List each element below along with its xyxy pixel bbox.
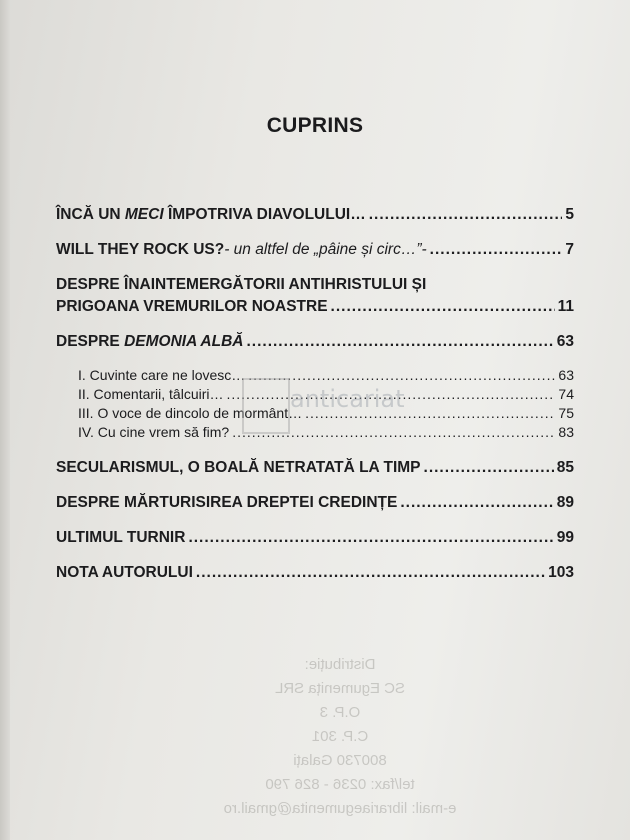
entry-text: WILL THEY ROCK US? bbox=[56, 241, 225, 258]
page-title: CUPRINS bbox=[266, 114, 364, 137]
entry-text: NOTA AUTORULUI bbox=[56, 564, 193, 581]
show-through-line: tel/fax: 0236 - 826 790 bbox=[265, 776, 415, 793]
show-through-line: e-mail: librariaegumenita@gmail.ro bbox=[223, 800, 457, 817]
toc-entry bbox=[56, 563, 574, 583]
dot-leader bbox=[430, 240, 563, 260]
toc-entry bbox=[56, 493, 574, 513]
dot-leader bbox=[248, 366, 555, 385]
page-number: 99 bbox=[556, 529, 574, 546]
entry-text: DESPRE bbox=[56, 333, 125, 350]
toc-subentry bbox=[56, 366, 574, 385]
dot-leader bbox=[196, 563, 545, 583]
page-number: 11 bbox=[557, 298, 574, 315]
dot-leader bbox=[400, 493, 553, 513]
page-number: 5 bbox=[565, 206, 574, 223]
entry-text-italic: DEMONIA ALBĂ bbox=[124, 333, 244, 350]
toc-entry bbox=[56, 458, 574, 478]
entry-text: DESPRE ÎNAINTEMERGĂTORII ANTIHRISTULUI ȘI bbox=[56, 276, 427, 293]
subentry-text: II. Comentarii, tâlcuiri… bbox=[78, 386, 224, 402]
dot-leader bbox=[424, 458, 554, 478]
dot-leader bbox=[331, 297, 555, 317]
page-number: 85 bbox=[556, 459, 574, 476]
dot-leader bbox=[246, 332, 553, 352]
watermark-logo bbox=[242, 378, 290, 434]
entry-subtitle: - un altfel de „pâine și circ…”- bbox=[224, 241, 427, 258]
toc-entry bbox=[56, 332, 574, 352]
dot-leader bbox=[188, 528, 553, 548]
toc-subentry bbox=[56, 423, 574, 442]
show-through-line: Distribuție: bbox=[304, 656, 376, 673]
toc-entry bbox=[56, 240, 574, 260]
entry-text-italic: MECI bbox=[124, 206, 164, 223]
subentry-text: I. Cuvinte care ne lovesc… bbox=[78, 367, 246, 383]
show-through-line: O.P. 3 bbox=[319, 704, 361, 721]
entry-text: SECULARISMUL, O BOALĂ NETRATATĂ LA TIMP bbox=[56, 459, 421, 476]
toc-entry bbox=[56, 528, 574, 548]
show-through-text bbox=[190, 655, 490, 819]
watermark-text: anticariat bbox=[290, 385, 405, 413]
show-through-line: SC Egumenița SRL bbox=[274, 680, 406, 697]
page-number: 103 bbox=[548, 564, 574, 581]
page-number: 7 bbox=[565, 241, 574, 258]
toc-entry bbox=[56, 275, 574, 317]
page-number: 75 bbox=[558, 405, 574, 421]
page-number: 63 bbox=[558, 367, 574, 383]
show-through-line: 800730 Galați bbox=[293, 752, 387, 769]
show-through-line: C.P. 301 bbox=[311, 728, 369, 745]
entry-text: PRIGOANA VREMURILOR NOASTRE bbox=[56, 298, 328, 315]
subentry-text: III. O voce de dincolo de mormânt… bbox=[78, 405, 303, 421]
entry-text: ÎNCĂ UN bbox=[56, 206, 125, 223]
subentry-text: IV. Cu cine vrem să fim? bbox=[78, 424, 230, 440]
dot-leader bbox=[369, 205, 563, 225]
page-number: 83 bbox=[558, 424, 574, 440]
page-number: 89 bbox=[556, 494, 574, 511]
entry-text: DESPRE MĂRTURISIREA DREPTEI CREDINȚE bbox=[56, 494, 398, 511]
page-number: 74 bbox=[558, 386, 574, 402]
toc-entry bbox=[56, 205, 574, 225]
entry-text: ULTIMUL TURNIR bbox=[56, 529, 186, 546]
page-number: 63 bbox=[556, 333, 574, 350]
entry-text: ÎMPOTRIVA DIAVOLULUI… bbox=[163, 206, 366, 223]
